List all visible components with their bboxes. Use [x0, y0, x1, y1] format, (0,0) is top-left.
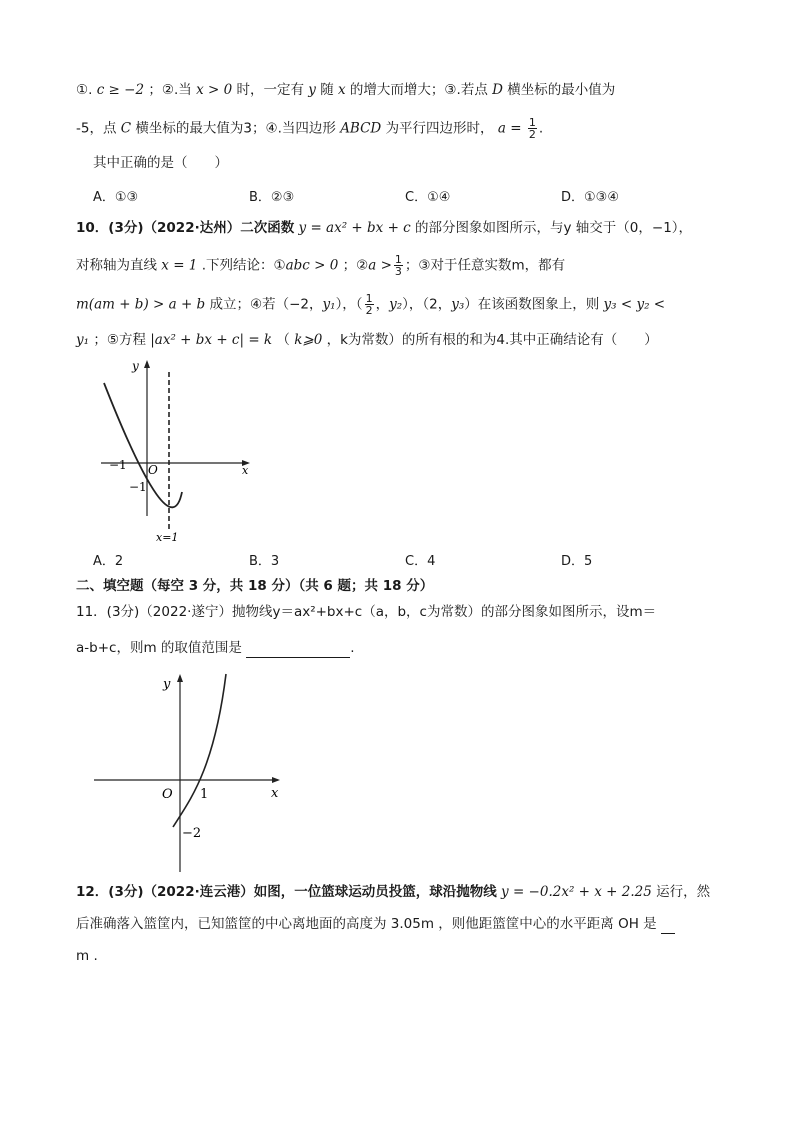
section-2-heading: 二、填空题（每空 3 分，共 18 分）（共 6 题；共 18 分） [76, 578, 434, 594]
q11-y-arrow [177, 674, 183, 682]
q10-symmetry-label: x=1 [156, 531, 179, 544]
q10-neg1-x-label: −1 [109, 458, 127, 472]
q9-statement-line1: ①. c ≥ −2 ；②.当 x > 0 时，一定有 y 随 x 的增大而增大；③.若点 D 横坐标的最小值为 [76, 82, 616, 98]
q10-neg1-y-label: −1 [129, 480, 147, 494]
q11-origin-label: O [162, 787, 173, 802]
q11-stem-line1: 11．(3分)（2022·遂宁）抛物线y＝ax²+bx+c（a，b，c为常数）的部分图象如图所示，设m＝ [76, 604, 657, 620]
fraction-one-half: $\frac{1}{2}$ [528, 116, 536, 141]
q10-parabola-graph [96, 356, 266, 546]
q10-y-label: y [132, 359, 139, 373]
q10-stem-line1: 10．(3分)（2022·达州）二次函数 y = ax² + bx + c 的部分图象如图所示，与y 轴交于（0，−1）， [76, 220, 693, 236]
q11-y-label: y [163, 677, 171, 692]
q10-option-c: C．4 [405, 554, 436, 569]
q10-option-a: A．2 [93, 554, 124, 569]
q10-y-arrow [144, 360, 150, 368]
q11-parabola-graph [90, 670, 290, 875]
q9-option-b: B．②③ [249, 190, 295, 205]
q9-options [93, 186, 733, 205]
q11-neg2-label: −2 [182, 826, 202, 841]
q12-answer-blank[interactable] [661, 919, 675, 934]
q11-x-arrow [272, 777, 280, 783]
fraction-one-third: $\frac{1}{3}$ [394, 253, 402, 278]
q12-stem-line2: 后准确落入篮筐内，已知篮筐的中心离地面的高度为 3.05m ，则他距篮筐中心的水平距离 OH 是 [76, 914, 675, 934]
q10-stem-line3: m(am + b) > a + b 成立；④若（−2，y₁），（ $\frac{1}{2}$ ，y₂），（2，y₃）在该函数图象上，则 y₃ < y₂ < [76, 292, 666, 317]
q12-stem-line3: m . [76, 948, 98, 964]
q11-stem-line2: a-b+c，则m 的取值范围是 . [76, 640, 355, 656]
q10-stem-line2: 对称轴为直线 x = 1 .下列结论：①abc > 0 ；②a > $\frac{1}{3}$ ；③对于任意实数m，都有 [76, 253, 566, 278]
q11-answer-blank[interactable] [246, 643, 350, 658]
q12-stem-line1: 12．(3分)（2022·连云港）如图，一位篮球运动员投篮，球沿抛物线 y = −0.2x² + x + 2.25 运行，然 [76, 884, 711, 900]
q11-one-label: 1 [200, 787, 209, 802]
q10-option-d: D．5 [561, 554, 593, 569]
q10-stem-line4: y₁ ；⑤方程 |ax² + bx + c| = k （ k⩾0 ，k为常数）的所有根的和为4.其中正确结论有（ ） [76, 332, 658, 348]
q9-option-c: C．①④ [405, 190, 451, 205]
q10-option-b: B．3 [249, 554, 280, 569]
q10-x-label: x [242, 464, 249, 477]
q11-parabola-curve [173, 674, 226, 827]
fraction-one-half-b: $\frac{1}{2}$ [365, 292, 373, 317]
q9-option-d: D．①③④ [561, 190, 619, 205]
q10-options [93, 550, 733, 569]
q11-x-label: x [271, 786, 279, 801]
q9-option-a: A．①③ [93, 190, 139, 205]
q9-question: 其中正确的是（ ） [93, 155, 228, 171]
q9-statement-line2: -5，点 C 横坐标的最大值为3；④.当四边形 ABCD 为平行四边形时， a = $\frac{1}{2}$ . [76, 116, 544, 141]
q10-origin-label: O [148, 463, 158, 477]
